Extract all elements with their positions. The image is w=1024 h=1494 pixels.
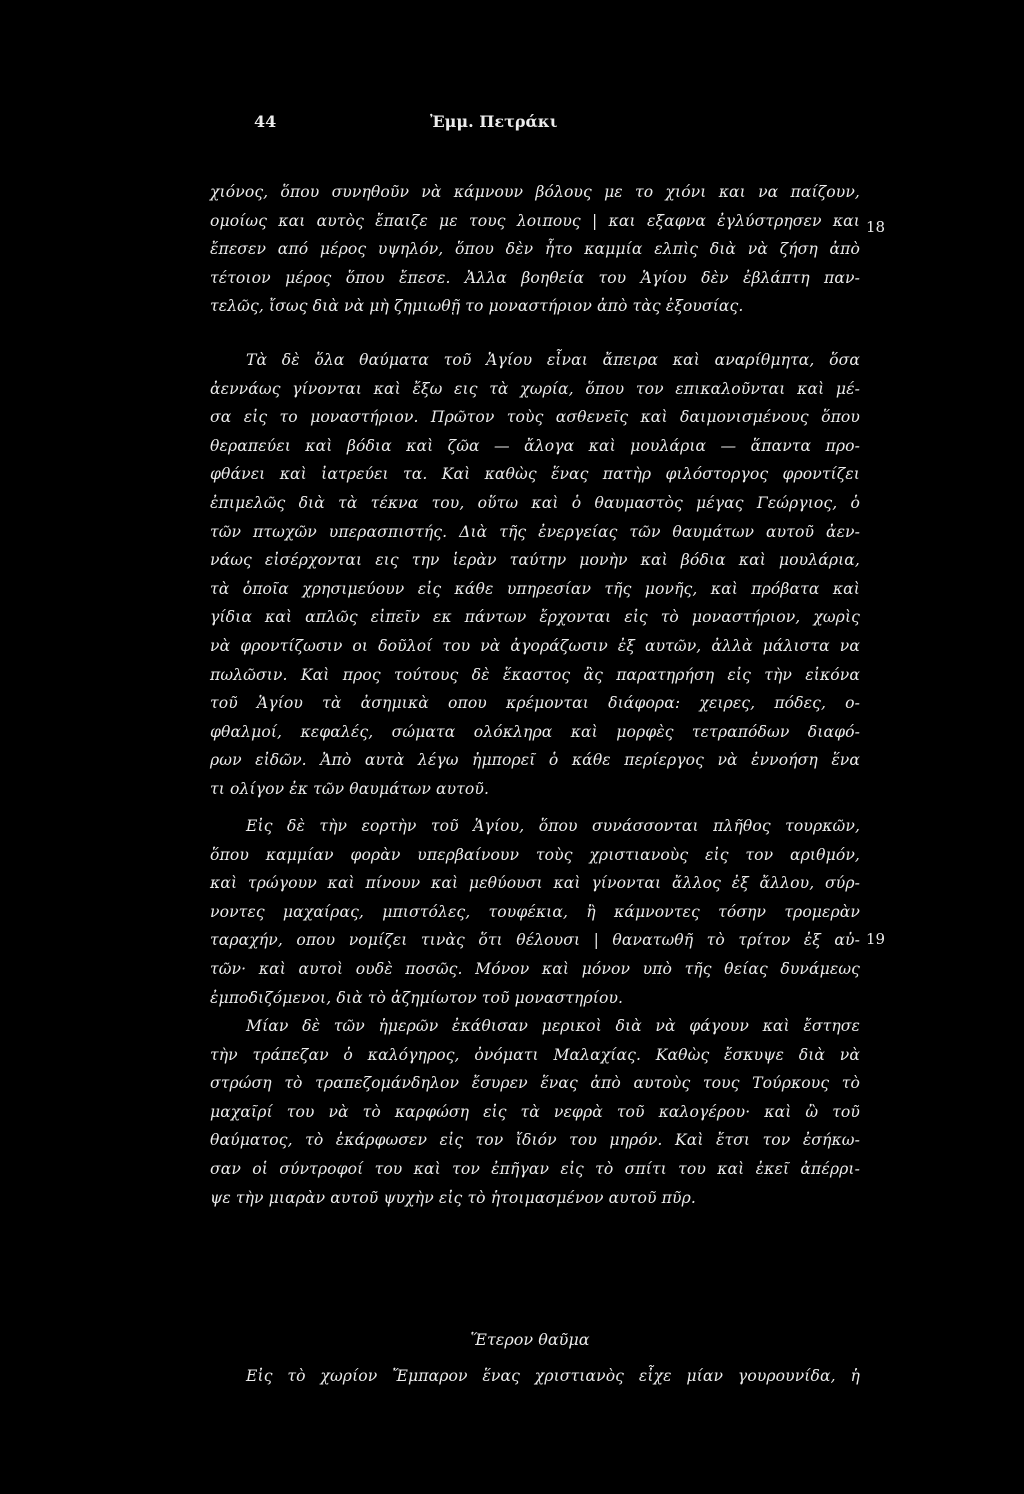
margin-line-number: 18: [866, 218, 886, 236]
text-line: τῶν· καὶ αυτοὶ ουδὲ ποσῶς. Μόνον καὶ μόνον υπὸ τῆς θείας δυνάμεως: [210, 959, 860, 978]
text-line: νὰ φροντίζωσιν οι δοῦλοί του νὰ ἀγοράζωσιν ἐξ αυτῶν, ἀλλὰ μάλιστα να: [210, 636, 860, 655]
text-line: γίδια καὶ απλῶς εἰπεῖν εκ πάντων ἔρχονται εἰς τὸ μοναστήριον, χωρὶς: [210, 608, 860, 627]
text-line: τέτοιον μέρος ὅπου ἔπεσε. Ἀλλα βοηθεία του Ἁγίου δὲν ἐβλάπτη παν-: [210, 268, 860, 287]
text-line: φθαλμοί, κεφαλές, σώματα ολόκληρα καὶ μορφὲς τετραπόδων διαφό-: [210, 722, 860, 741]
paragraph: [210, 346, 860, 804]
text-line: Τὰ δὲ ὅλα θαύματα τοῦ Ἁγίου εἶναι ἄπειρα καὶ αναρίθμητα, ὅσα: [246, 351, 860, 369]
text-line: ομοίως και αυτὸς ἔπαιζε με τους λοιπους | και εξαφνα ἐγλύστρησεν και: [210, 211, 860, 230]
running-head: Ἐμμ. Πετράκι: [430, 112, 558, 131]
text-line: τὴν τράπεζαν ὁ καλόγηρος, ὀνόματι Μαλαχίας. Καθὼς ἔσκυψε διὰ νὰ: [210, 1045, 860, 1064]
text-line: σαν οἱ σύντροφοί του καὶ τον ἐπῆγαν εἰς τὸ σπίτι του καὶ ἐκεῖ ἀπέρρι-: [210, 1159, 860, 1178]
text-line: ὅπου καμμίαν φορὰν υπερβαίνουν τοὺς χριστιανοὺς εἰς τον αριθμόν,: [210, 845, 860, 864]
text-line: χιόνος, ὅπου συνηθοῦν νὰ κάμνουν βόλους με το χιόνι και να παίζουν,: [210, 183, 860, 201]
text-line: σα εἰς το μοναστήριον. Πρῶτον τοὺς ασθενεῖς καὶ δαιμονισμένους ὅπου: [210, 408, 860, 427]
paragraph: [210, 178, 860, 321]
text-line: τελῶς, ἴσως διὰ νὰ μὴ ζημιωθῇ το μοναστήριον ἀπὸ τὰς ἐξουσίας.: [210, 297, 744, 316]
text-line: ψε τὴν μιαρὰν αυτοῦ ψυχὴν εἰς τὸ ἡτοιμασμένον αυτοῦ πῦρ.: [210, 1188, 696, 1207]
page-header: [0, 112, 1024, 142]
text-line: νάως εἰσέρχονται εις την ἱερὰν ταύτην μονὴν καὶ βόδια καὶ μουλάρια,: [210, 551, 860, 570]
text-line: Μίαν δὲ τῶν ἡμερῶν ἐκάθισαν μερικοὶ διὰ νὰ φάγουν καὶ ἔστησε: [246, 1017, 860, 1035]
text-line: ἔπεσεν από μέρος υψηλόν, ὅπου δὲν ἦτο καμμία ελπὶς διὰ νὰ ζήση ἀπὸ: [210, 240, 860, 259]
text-line: Εἰς δὲ τὴν εορτὴν τοῦ Ἁγίου, ὅπου συνάσσονται πλῆθος τουρκῶν,: [246, 817, 860, 835]
paragraph: [210, 812, 860, 1012]
text-line: ἐπιμελῶς διὰ τὰ τέκνα του, οὕτω καὶ ὁ θαυμαστὸς μέγας Γεώργιος, ὁ: [210, 493, 860, 512]
text-line: ἀεννάως γίνονται καὶ ἔξω εις τὰ χωρία, ὅπου τον επικαλοῦνται καὶ μέ-: [210, 379, 860, 398]
text-line: καὶ τρώγουν καὶ πίνουν καὶ μεθύουσι καὶ γίνονται ἄλλος ἐξ ἄλλου, σύρ-: [210, 874, 860, 893]
text-line: Εἰς τὸ χωρίον Ἔμπαρον ἕνας χριστιανὸς εἶχε μίαν γουρουνίδα, ἡ: [246, 1367, 860, 1385]
text-line: τῶν πτωχῶν υπερασπιστής. Διὰ τῆς ἐνεργείας τῶν θαυμάτων αυτοῦ ἀεν-: [210, 522, 860, 541]
section-heading: Ἕτερον θαῦμα: [470, 1330, 590, 1349]
text-line: τὰ ὁποῖα χρησιμεύουν εἰς κάθε υπηρεσίαν τῆς μονῆς, καὶ πρόβατα καὶ: [210, 579, 860, 598]
text-line: τι ολίγον ἐκ τῶν θαυμάτων αυτοῦ.: [210, 779, 490, 798]
paragraph: [210, 1012, 860, 1212]
text-line: θαύματος, τὸ ἐκάρφωσεν εἰς τον ἴδιόν του μηρόν. Καὶ ἔτσι τον ἐσήκω-: [210, 1131, 860, 1150]
text-line: πωλῶσιν. Καὶ προς τούτους δὲ ἕκαστος ἂς παρατηρήση εἰς τὴν εἰκόνα: [210, 665, 860, 684]
text-line: φθάνει καὶ ἰατρεύει τα. Καὶ καθὼς ἕνας πατὴρ φιλόστοργος φροντίζει: [210, 465, 860, 484]
text-line: μαχαῖρί του νὰ τὸ καρφώση εἰς τὰ νεφρὰ τοῦ καλογέρου· καὶ ὢ τοῦ: [210, 1102, 860, 1121]
text-line: στρώση τὸ τραπεζομάνδηλον ἔσυρεν ἕνας ἀπὸ αυτοὺς τους Τούρκους τὸ: [210, 1074, 860, 1093]
margin-line-number: 19: [866, 930, 886, 948]
paragraph: [210, 1362, 860, 1391]
text-line: νοντες μαχαίρας, μπιστόλες, τουφέκια, ἢ κάμνοντες τόσην τρομερὰν: [210, 902, 860, 921]
text-line: ρων εἰδῶν. Ἀπὸ αυτὰ λέγω ἠμπορεῖ ὁ κάθε περίεργος νὰ ἐννοήση ἕνα: [210, 751, 860, 770]
page-number: 44: [254, 112, 277, 131]
text-line: ταραχήν, οπου νομίζει τινὰς ὅτι θέλουσι | θανατωθῆ τὸ τρίτον ἐξ αὐ-: [210, 931, 860, 950]
text-line: ἐμποδιζόμενοι, διὰ τὸ ἀζημίωτον τοῦ μοναστηρίου.: [210, 988, 624, 1007]
text-line: τοῦ Ἁγίου τὰ ἀσημικὰ οπου κρέμονται διάφορα: χειρες, πόδες, ο-: [210, 694, 860, 713]
text-line: θεραπεύει καὶ βόδια καὶ ζῶα — ἄλογα καὶ μουλάρια — ἅπαντα προ-: [210, 436, 860, 455]
